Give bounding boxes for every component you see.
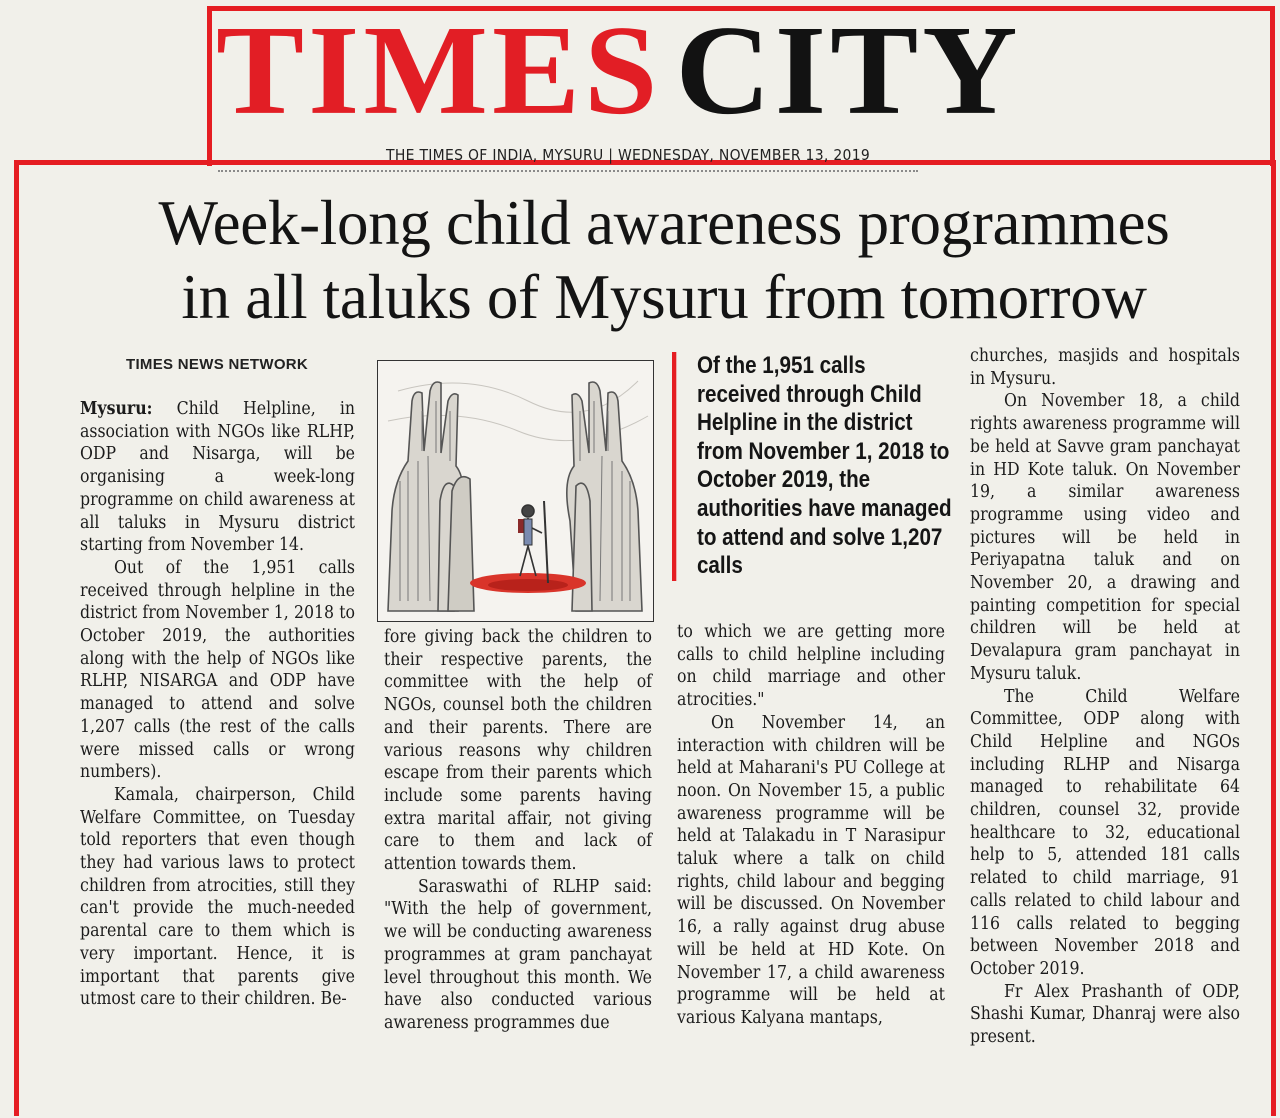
paragraph: churches, masjids and hospitals in Mysuru. bbox=[970, 346, 1240, 389]
masthead-times: TIMES bbox=[216, 0, 662, 142]
headline bbox=[104, 186, 1224, 334]
paragraph: The Child Welfare Committee, ODP along with Child Helpline and NGOs including RLHP and Nisarga managed to rehabilitate 64 children, counsel 32, provide healthcare to 32, educational help to 5, attended 181 calls related to child marriage, 91 calls related to child labour and 116 calls related to begging between November 2018 and October 2019. bbox=[970, 686, 1240, 979]
masthead bbox=[216, 0, 1270, 142]
headline-line-2: in all taluks of Mysuru from tomorrow bbox=[181, 262, 1147, 332]
dateline: THE TIMES OF INDIA, MYSURU | WEDNESDAY, NOVEMBER 13, 2019 bbox=[386, 146, 871, 164]
masthead-city: CITY bbox=[675, 0, 1022, 142]
article-column-1 bbox=[80, 398, 355, 1011]
article-column-4 bbox=[970, 345, 1240, 1049]
pull-quote: Of the 1,951 calls received through Child Helpline in the district from November 1, 2018 to October 2019, the authorities have managed to attend and solve 1,207 calls bbox=[672, 352, 955, 581]
paragraph: Kamala, chairperson, Child Welfare Committee, on Tuesday told reporters that even though they had various laws to protect children from atrocities, still they can't provide the much-needed parental care to them which is very important. Hence, it is important that parents give utmost care to their children. Be- bbox=[80, 784, 355, 1010]
hands-and-child-illustration-icon bbox=[377, 360, 654, 622]
paragraph: Saraswathi of RLHP said: "With the help of government, we will be conducting awareness programmes at gram panchayat level throughout this month. We have also conducted various awareness programmes due bbox=[384, 876, 652, 1033]
paragraph: fore giving back the children to their respective parents, the committee with the help of NGOs, counsel both the children and their parents. There are various reasons why children escape from their parents which include some parents having extra marital affair, not giving care to them and lack of attention towards them. bbox=[384, 627, 652, 875]
paragraph: On November 14, an interaction with children will be held at Maharani's PU College at noon. On November 15, a public awareness programme will be held at Talakadu in T Narasipur taluk where a talk on child rights, child labour and begging will be discussed. On November 16, a rally against drug abuse will be held at HD Kote. On November 17, a child awareness programme will be held at various Kalyana mantaps, bbox=[677, 712, 945, 1028]
dotted-divider bbox=[218, 170, 918, 172]
paragraph: On November 18, a child rights awareness programme will be held at Savve gram panchayat in HD Kote taluk. On November 19, a similar awareness programme using video and pictures will be held in Periyapatna taluk and on November 20, a drawing and painting competition for special children will be held at Devalapura gram panchayat in Mysuru taluk. bbox=[970, 391, 1240, 684]
paragraph: to which we are getting more calls to child helpline including on child marriage and other atrocities." bbox=[677, 622, 945, 711]
headline-line-1: Week-long child awareness programmes bbox=[158, 188, 1170, 258]
article-column-2 bbox=[384, 626, 652, 1035]
dateline-word: Mysuru: bbox=[80, 399, 153, 419]
article-column-3 bbox=[677, 621, 945, 1030]
paragraph bbox=[80, 398, 355, 557]
paragraph: Fr Alex Prashanth of ODP, Shashi Kumar, Dhanraj were also present. bbox=[970, 981, 1240, 1048]
byline: TIMES NEWS NETWORK bbox=[126, 356, 309, 373]
paragraph-text: Child Helpline, in association with NGOs like RLHP, ODP and Nisarga, will be organising a week-long programme on child awareness at all taluks in Mysuru district starting from November 14. bbox=[80, 399, 355, 556]
paragraph: Out of the 1,951 calls received through helpline in the district from November 1, 2018 to October 2019, the authorities along with the help of NGOs like RLHP, NISARGA and ODP have managed to attend and solve 1,207 calls (the rest of the calls were missed calls or wrong numbers). bbox=[80, 557, 355, 783]
